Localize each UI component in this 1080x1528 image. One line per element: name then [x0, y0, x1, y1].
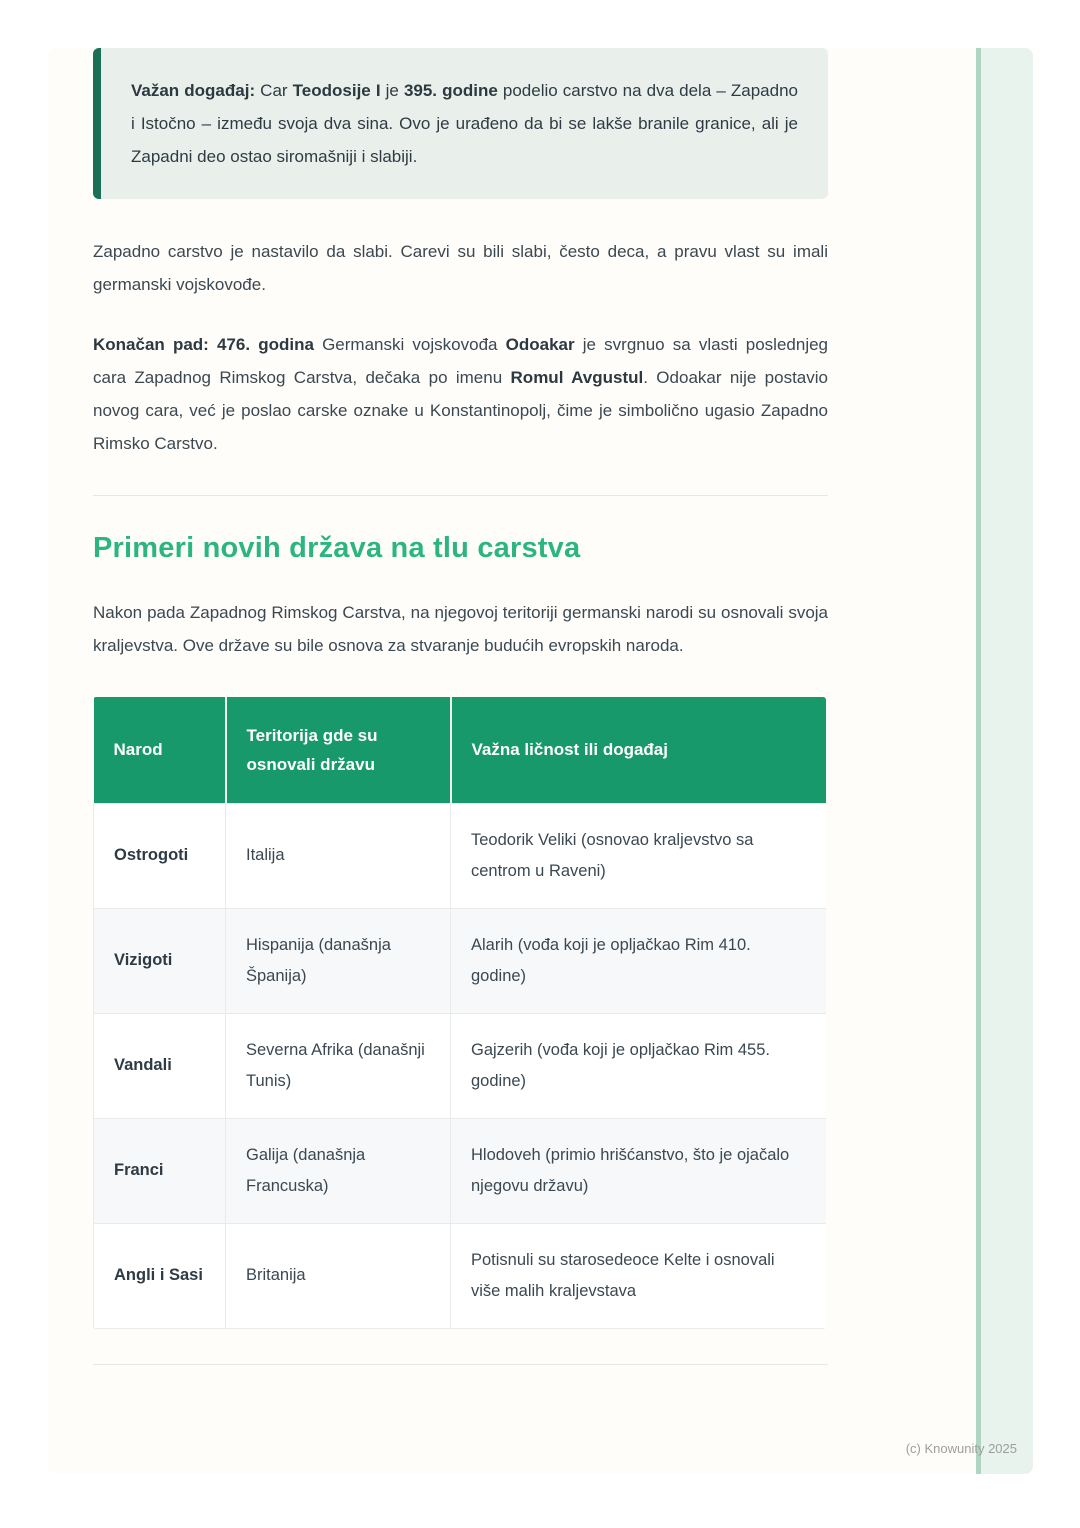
cell-teritorija: Italija	[226, 803, 451, 908]
section-title: Primeri novih država na tlu carstva	[93, 532, 581, 564]
states-table-wrap	[93, 697, 826, 1329]
cell-narod: Vizigoti	[94, 908, 226, 1013]
text-segment: Nakon pada Zapadnog Rimskog Carstva, na njegovoj teritoriji germanski narodi su osnovali svoja kraljevstva. Ove države su bile osnova za stvaranje budućih evropskih naroda.	[93, 603, 828, 655]
text-segment: . Odoakar nije postavio novog cara, već je poslao carske oznake u Konstantinopolj, čime je simbolično ugasio Zapadno Rimsko Carstvo.	[93, 368, 828, 453]
bold-text-segment: Važan događaj:	[131, 81, 256, 100]
page-card	[48, 48, 1033, 1474]
callout-text	[131, 74, 798, 173]
cell-teritorija: Hispanija (današnja Španija)	[226, 908, 451, 1013]
column-header-licnost: Važna ličnost ili događaj	[451, 697, 827, 803]
paragraph-weakening	[93, 235, 828, 301]
table-row	[94, 803, 827, 908]
column-header-teritorija: Teritorija gde su osnovali državu	[226, 697, 451, 803]
table-body	[94, 803, 827, 1328]
cell-teritorija: Britanija	[226, 1223, 451, 1328]
text-segment: je	[380, 81, 404, 100]
states-table	[93, 697, 826, 1329]
cell-narod: Vandali	[94, 1013, 226, 1118]
table-header-row	[94, 697, 827, 803]
cell-teritorija: Severna Afrika (današnji Tunis)	[226, 1013, 451, 1118]
text-segment: Car	[255, 81, 293, 100]
cell-teritorija: Galija (današnja Francuska)	[226, 1118, 451, 1223]
cell-narod: Angli i Sasi	[94, 1223, 226, 1328]
divider-bottom	[93, 1364, 828, 1365]
bold-text-segment: Teodosije I	[292, 81, 381, 100]
table-row	[94, 908, 827, 1013]
divider-top	[93, 495, 828, 496]
cell-licnost: Potisnuli su starosedeoce Kelte i osnovali više malih kraljevstava	[451, 1223, 827, 1328]
bold-text-segment: Romul Avgustul	[510, 368, 644, 387]
cell-narod: Ostrogoti	[94, 803, 226, 908]
page-content	[93, 48, 828, 1365]
text-segment: podelio carstvo na dva dela – Zapadno i Istočno – između svoja dva sina. Ovo je urađeno da bi se lakše branile granice, ali je Zapadni deo ostao siromašniji i slabiji.	[131, 81, 798, 166]
cell-licnost: Alarih (vođa koji je opljačkao Rim 410. godine)	[451, 908, 827, 1013]
text-segment: je svrgnuo sa vlasti poslednjeg cara Zapadnog Rimskog Carstva, dečaka po imenu	[93, 335, 829, 387]
table-row	[94, 1013, 827, 1118]
copyright-text: (c) Knowunity 2025	[905, 1441, 1017, 1456]
bold-text-segment: Odoakar	[505, 335, 575, 354]
column-header-narod: Narod	[94, 697, 226, 803]
cell-licnost: Gajzerih (vođa koji je opljačkao Rim 455. godine)	[451, 1013, 827, 1118]
cell-licnost: Teodorik Veliki (osnovao kraljevstvo sa centrom u Raveni)	[451, 803, 827, 908]
bold-text-segment: Konačan pad: 476. godina	[93, 335, 314, 354]
accent-stripe	[976, 48, 1033, 1474]
paragraph-final-fall	[93, 328, 828, 460]
table-row	[94, 1223, 827, 1328]
callout-important-event	[93, 48, 828, 199]
table-row	[94, 1118, 827, 1223]
bold-text-segment: 395. godine	[403, 81, 498, 100]
paragraph-new-states-intro	[93, 596, 828, 662]
table-header	[94, 697, 827, 803]
text-segment: Zapadno carstvo je nastavilo da slabi. Carevi su bili slabi, često deca, a pravu vlast su imali germanski vojskovođe.	[93, 242, 828, 294]
cell-licnost: Hlodoveh (primio hrišćanstvo, što je ojačalo njegovu državu)	[451, 1118, 827, 1223]
cell-narod: Franci	[94, 1118, 226, 1223]
text-segment: Germanski vojskovođa	[313, 335, 506, 354]
